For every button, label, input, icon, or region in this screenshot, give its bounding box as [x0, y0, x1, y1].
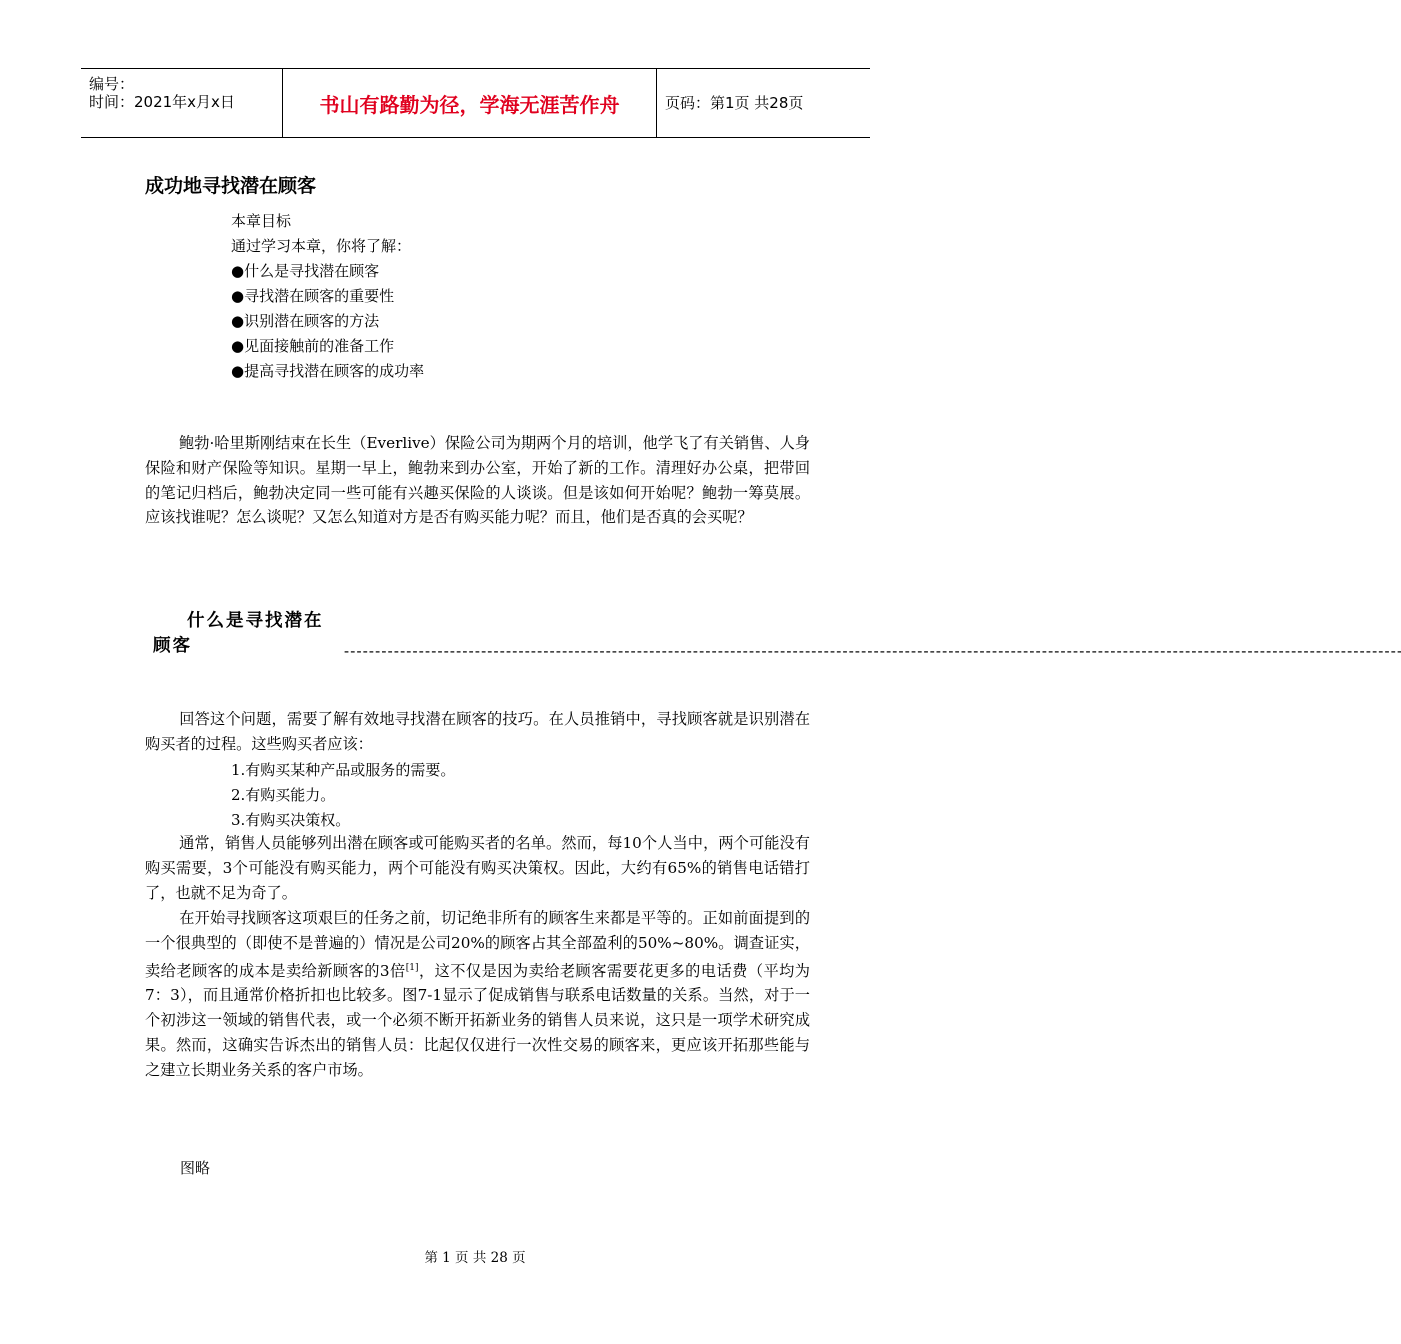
- before-paragraph-text-b: ，这不仅是因为卖给老顾客需要花更多的电话费（平均为7：3），而且通常价格折扣也比较多。图7-1显示了促成销售与联系电话数量的关系。当然，对于一个初涉这一领域的销售代表，或一个必须不断开拓新业务的销售人员来说，这只是一项学术研究成果。然而，这确实告诉杰出的销售人员：比起仅仅进行一次性交易的顾客来，更应该开拓那些能与之建立长期业务关系的客户市场。: [145, 961, 810, 1079]
- objective-item: ●寻找潜在顾客的重要性: [231, 287, 395, 305]
- page-footer: 第 1 页 共 28 页: [424, 1250, 526, 1266]
- section-title-line1: 什么是寻找潜在: [187, 611, 324, 631]
- document-date-label: 时间：2021年x月x日: [89, 93, 235, 111]
- before-paragraph-text-a: 在开始寻找顾客这项艰巨的任务之前，切记绝非所有的顾客生来都是平等的。正如前面提到的一个很典型的（即使不是普遍的）情况是公司20%的顾客占其全部盈利的50%~80%。调查证实，卖给老顾客的成本是卖给新顾客的3倍: [145, 909, 810, 980]
- chapter-title: 成功地寻找潜在顾客: [145, 175, 317, 197]
- page-number-label: 页码：第1页 共28页: [665, 94, 804, 112]
- header-motto-cell: [282, 69, 657, 137]
- objective-item: ●提高寻找潜在顾客的成功率: [231, 362, 425, 380]
- footnote-reference[interactable]: [1]: [405, 962, 419, 973]
- header-meta-cell: [81, 69, 282, 137]
- objectives-intro: 通过学习本章，你将了解：: [231, 237, 412, 255]
- document-header: [81, 68, 870, 138]
- answer-paragraph: [145, 707, 810, 757]
- objective-item: ●见面接触前的准备工作: [231, 337, 395, 355]
- document-number-label: 编号：: [89, 75, 135, 93]
- before-paragraph: [145, 906, 810, 1083]
- usual-paragraph-text: 通常，销售人员能够列出潜在顾客或可能购买者的名单。然而，每10个人当中，两个可能没有购买需要，3个可能没有购买能力，两个可能没有购买决策权。因此，大约有65%的销售电话错打了，也就不足为奇了。: [145, 834, 810, 902]
- objectives-heading: 本章目标: [231, 212, 292, 230]
- criteria-item: 3.有购买决策权。: [231, 811, 351, 829]
- criteria-item: 2.有购买能力。: [231, 786, 336, 804]
- answer-paragraph-text: 回答这个问题，需要了解有效地寻找潜在顾客的技巧。在人员推销中，寻找顾客就是识别潜在购买者的过程。这些购买者应该：: [145, 710, 810, 753]
- objective-item: ●什么是寻找潜在顾客: [231, 262, 380, 280]
- header-page-cell: [656, 69, 870, 137]
- usual-paragraph: [145, 831, 810, 905]
- motto-text: 书山有路勤为径，学海无涯苦作舟: [319, 93, 620, 117]
- criteria-item: 1.有购买某种产品或服务的需要。: [231, 761, 456, 779]
- objective-item: ●识别潜在顾客的方法: [231, 312, 380, 330]
- figure-note: 图略: [180, 1159, 211, 1177]
- section-dashed-rule: --------------------------------------------------------------------------------------------------------------------------------------------------------------------------: [342, 642, 1401, 660]
- section-title-line2: 顾客: [153, 636, 192, 656]
- intro-paragraph: [145, 431, 810, 530]
- intro-paragraph-text: 鲍勃·哈里斯刚结束在长生（Everlive）保险公司为期两个月的培训，他学飞了有关销售、人身保险和财产保险等知识。星期一早上，鲍勃来到办公室，开始了新的工作。清理好办公桌，把带回的笔记归档后，鲍勃决定同一些可能有兴趣买保险的人谈谈。但是该如何开始呢？鲍勃一筹莫展。应该找谁呢？怎么谈呢？又怎么知道对方是否有购买能力呢？而且，他们是否真的会买呢？: [145, 434, 810, 527]
